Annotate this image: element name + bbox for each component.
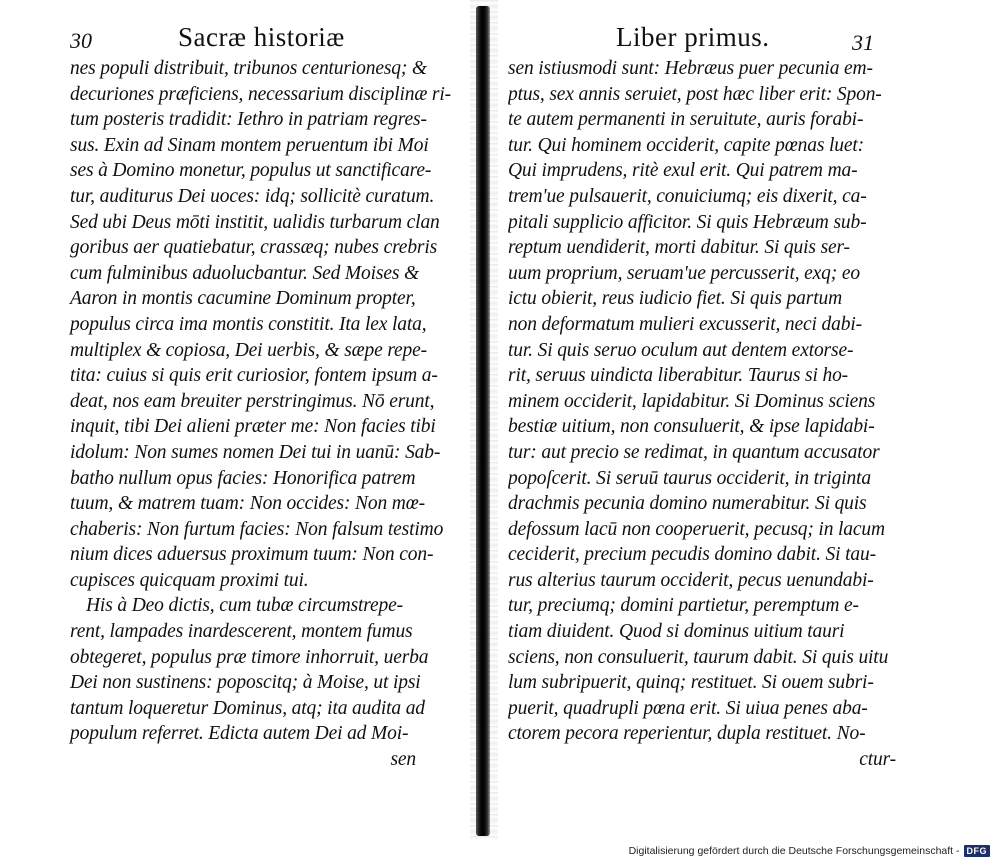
text-line: sus. Exin ad Sinam montem peruentum ibi Moi <box>70 134 429 156</box>
text-line: ses à Domino monetur, populus ut sanctificare- <box>70 160 432 182</box>
dfg-logo: DFG <box>964 845 991 857</box>
text-line: lum subripuerit, quinq; restituet. Si ouem subri- <box>508 672 874 694</box>
text-line: Sed ubi Deus mōti institit, ualidis turbarum clan <box>70 211 440 233</box>
text-line: tur. Si quis seruo oculum aut dentem extorse- <box>508 339 854 361</box>
text-line: non deformatum mulieri excusserit, neci dabi- <box>508 313 862 335</box>
text-line: minem occiderit, lapidabitur. Si Dominus sciens <box>508 390 876 412</box>
right-page-header <box>508 22 908 56</box>
left-page-body <box>58 56 458 747</box>
left-page <box>58 22 458 822</box>
text-line: ptus, sex annis seruiet, post hæc liber erit: Spon- <box>508 83 882 105</box>
text-line: cupisces quicquam proximi tui. <box>70 569 309 591</box>
text-line: sen istiusmodi sunt: Hebræus puer pecunia em- <box>508 58 873 79</box>
right-page <box>508 22 908 822</box>
book-gutter <box>470 0 500 840</box>
text-line: popoſcerit. Si seruū taurus occiderit, in triginta <box>508 467 871 489</box>
right-page-number: 31 <box>852 30 874 55</box>
text-line: puerit, quadrupli pœna erit. Si uiua penes aba- <box>508 697 868 719</box>
text-line: ctorem pecora reperientur, dupla restituet. No- <box>508 723 866 745</box>
right-catchword: ctur- <box>859 749 896 771</box>
text-line: reptum uendiderit, morti dabitur. Si quis ser- <box>508 237 850 259</box>
text-line: drachmis pecunia domino numerabitur. Si quis <box>508 493 867 515</box>
text-line: tum posteris tradidit: Iethro in patriam regres- <box>70 109 427 131</box>
text-line: tur, preciumq; domini partietur, peremptum e- <box>508 595 859 617</box>
text-line: goribus aer quatiebatur, crassæq; nubes crebris <box>70 237 438 259</box>
text-line: pitali supplicio afficitor. Si quis Hebræum sub- <box>508 211 867 233</box>
text-line: rit, seruus uindicta liberabitur. Taurus si ho- <box>508 365 849 387</box>
text-line: tur: aut precio se redimat, in quantum accusator <box>508 441 880 463</box>
left-running-head: Sacræ historiæ <box>178 22 345 52</box>
text-line: defossum lacū non cooperuerit, pecusq; in lacum <box>508 518 885 540</box>
text-line: batho nullum opus facies: Honorifica patrem <box>70 467 416 489</box>
text-line: te autem permanenti in seruitute, auris forabi- <box>508 109 864 131</box>
text-line: tur. Qui hominem occiderit, capite pœnas luet: <box>508 134 864 156</box>
text-line: ceciderit, precium pecudis domino dabit. Si tau- <box>508 544 876 566</box>
text-line: nes populi distribuit, tribunos centurionesq; & <box>70 58 427 79</box>
left-page-header <box>58 22 458 56</box>
footer-text: Digitalisierung gefördert durch die Deutsche Forschungsgemeinschaft - <box>628 845 960 857</box>
left-page-number: 30 <box>70 28 92 53</box>
text-line: tuum, & matrem tuam: Non occides: Non mœ- <box>70 493 425 515</box>
text-line: populus circa ima montis constitit. Ita lex lata, <box>70 313 427 335</box>
text-line: nium dices aduersus proximum tuum: Non con- <box>70 544 434 566</box>
text-line: tiam diuident. Quod si dominus uitium tauri <box>508 621 845 643</box>
text-line: cum fulminibus aduolucbantur. Sed Moises & <box>70 262 420 284</box>
text-line: tantum loqueretur Dominus, atq; ita audita ad <box>70 697 425 719</box>
text-line: multiplex & copiosa, Dei uerbis, & sæpe repe- <box>70 339 428 361</box>
text-line: His à Deo dictis, cum tubæ circumstrepe- <box>86 595 403 617</box>
text-line: tur, auditurus Dei uoces: idq; sollicitè curatum. <box>70 185 435 207</box>
text-line: obtegeret, populus præ timore inhorruit, uerba <box>70 646 429 668</box>
text-line: Dei non sustinens: poposcitq; à Moise, ut ipsi <box>70 672 421 694</box>
text-line: bestiæ uitium, non consuluerit, & ipse lapidabi- <box>508 416 875 438</box>
text-line: deat, nos eam breuiter perstringimus. Nō erunt, <box>70 390 435 412</box>
text-line: decuriones præficiens, necessarium disciplinæ ri- <box>70 83 451 105</box>
text-line: ictu obierit, reus iudicio fiet. Si quis partum <box>508 288 843 310</box>
text-line: uum proprium, seruam'ue percusserit, exq; eo <box>508 262 860 284</box>
text-line: tita: cuius si quis erit curiosior, fontem ipsum a- <box>70 365 438 387</box>
left-catchword: sen <box>390 749 416 771</box>
text-line: sciens, non consuluerit, taurum dabit. Si quis uitu <box>508 646 889 668</box>
text-line: rent, lampades inardescerent, montem fumus <box>70 621 413 643</box>
right-running-head: Liber primus. <box>616 22 770 52</box>
text-line: idolum: Non sumes nomen Dei tui in uanū: Sab- <box>70 441 441 463</box>
text-line: inquit, tibi Dei alieni præter me: Non facies tibi <box>70 416 436 438</box>
text-line: trem'ue pulsauerit, conuiciumq; eis dixerit, ca- <box>508 185 867 207</box>
gutter-texture <box>470 0 498 840</box>
text-line: chaberis: Non furtum facies: Non falsum testimo <box>70 518 444 540</box>
right-page-body <box>508 56 908 747</box>
digitization-footer <box>629 845 990 857</box>
text-line: Aaron in montis cacumine Dominum propter, <box>70 288 416 310</box>
text-line: populum referret. Edicta autem Dei ad Moi- <box>70 723 409 745</box>
text-line: Qui imprudens, ritè exul erit. Qui patrem ma- <box>508 160 858 182</box>
text-line: rus alterius taurum occiderit, pecus uenundabi- <box>508 569 874 591</box>
